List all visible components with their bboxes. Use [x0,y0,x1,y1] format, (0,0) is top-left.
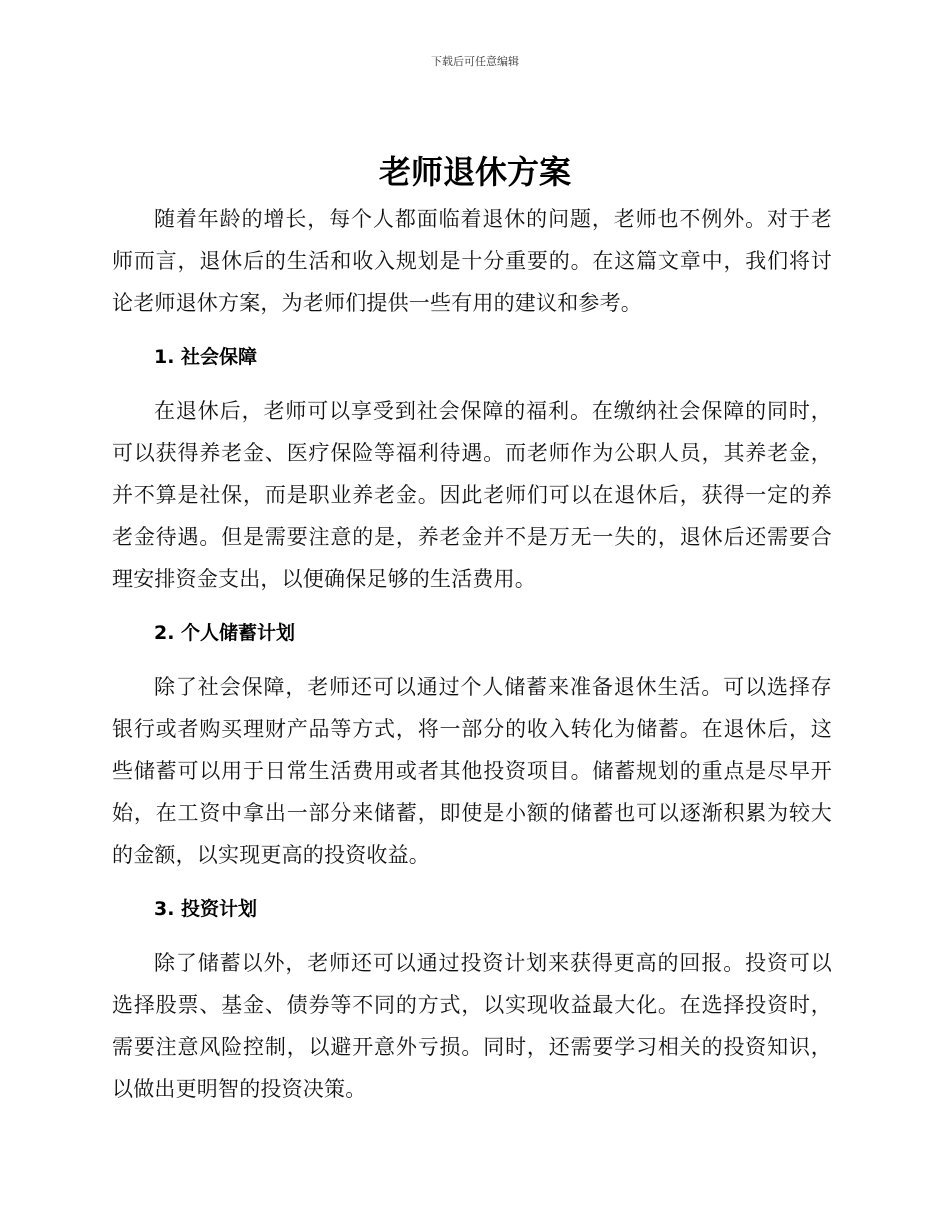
header-note: 下载后可任意编辑 [431,55,519,68]
intro-paragraph: 随着年龄的增长，每个人都面临着退休的问题，老师也不例外。对于老师而言，退休后的生活和收入规划是十分重要的。在这篇文章中，我们将讨论老师退休方案，为老师们提供一些有用的建议和参考。 [112,207,832,315]
section-heading-investment: 3. 投资计划 [154,898,258,920]
section-paragraph-social-security: 在退休后，老师可以享受到社会保障的福利。在缴纳社会保障的同时，可以获得养老金、医疗保险等福利待遇。而老师作为公职人员，其养老金，并不算是社保，而是职业养老金。因此老师们可以在退休后，获得一定的养老金待遇。但是需要注意的是，养老金并不是万无一失的，退休后还需要合理安排资金支出，以便确保足够的生活费用。 [112,399,832,591]
section-heading-social-security: 1. 社会保障 [154,346,258,368]
section-paragraph-investment: 除了储蓄以外，老师还可以通过投资计划来获得更高的回报。投资可以选择股票、基金、债券等不同的方式，以实现收益最大化。在选择投资时，需要注意风险控制，以避开意外亏损。同时，还需要学习相关的投资知识，以做出更明智的投资决策。 [112,951,832,1101]
section-paragraph-personal-savings: 除了社会保障，老师还可以通过个人储蓄来准备退休生活。可以选择存银行或者购买理财产品等方式，将一部分的收入转化为储蓄。在退休后，这些储蓄可以用于日常生活费用或者其他投资项目。储蓄规划的重点是尽早开始，在工资中拿出一部分来储蓄，即使是小额的储蓄也可以逐渐积累为较大的金额，以实现更高的投资收益。 [112,675,832,867]
section-heading-personal-savings: 2. 个人储蓄计划 [154,622,296,644]
document-body [112,198,832,1110]
document-title: 老师退休方案 [378,153,571,191]
